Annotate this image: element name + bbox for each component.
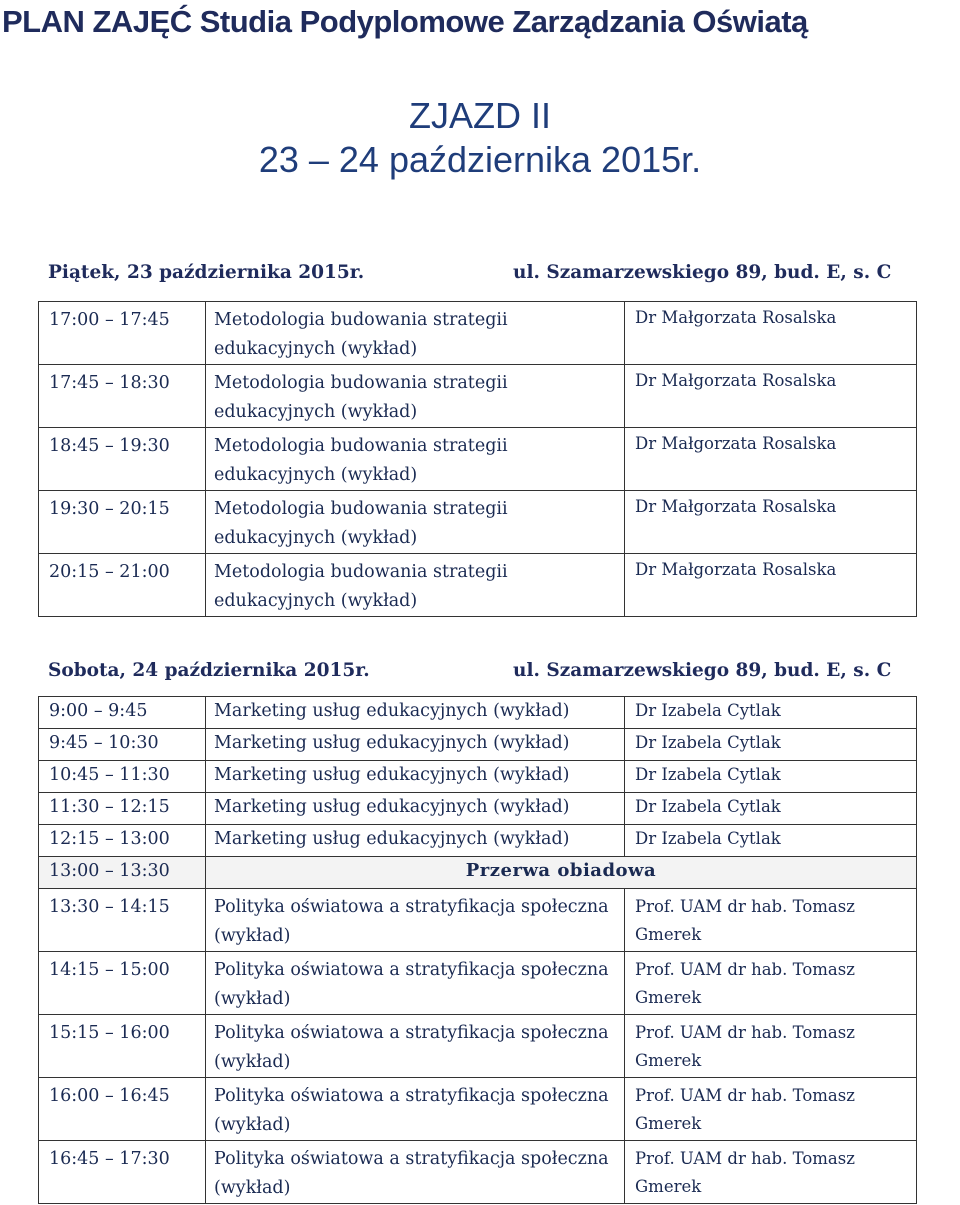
table-row-break [39, 857, 917, 889]
page-title: PLAN ZAJĘĆ Studia Podyplomowe Zarządzania Oświatą [2, 4, 808, 39]
time-cell: 20:15 – 21:00 [39, 554, 206, 617]
day-header-saturday [48, 660, 928, 690]
time-cell: 15:15 – 16:00 [39, 1015, 206, 1078]
lunch-break-cell: Przerwa obiadowa [206, 857, 917, 889]
table-row [39, 697, 917, 729]
lecturer-cell: Dr Małgorzata Rosalska [625, 365, 917, 428]
schedule-table-saturday [38, 696, 917, 1204]
topic-cell: Marketing usług edukacyjnych (wykład) [206, 697, 625, 729]
time-cell: 10:45 – 11:30 [39, 761, 206, 793]
time-cell: 19:30 – 20:15 [39, 491, 206, 554]
topic-cell: Polityka oświatowa a stratyfikacja społeczna (wykład) [206, 889, 625, 952]
topic-cell: Marketing usług edukacyjnych (wykład) [206, 729, 625, 761]
time-cell: 12:15 – 13:00 [39, 825, 206, 857]
table-row [39, 365, 917, 428]
topic-cell: Metodologia budowania strategii edukacyjnych (wykład) [206, 428, 625, 491]
topic-cell: Polityka oświatowa a stratyfikacja społeczna (wykład) [206, 1141, 625, 1204]
lecturer-cell: Dr Małgorzata Rosalska [625, 302, 917, 365]
topic-cell: Polityka oświatowa a stratyfikacja społeczna (wykład) [206, 1015, 625, 1078]
table-row [39, 1141, 917, 1204]
time-cell: 13:00 – 13:30 [39, 857, 206, 889]
lecturer-cell: Prof. UAM dr hab. Tomasz Gmerek [625, 1078, 917, 1141]
topic-cell: Metodologia budowania strategii edukacyjnych (wykład) [206, 491, 625, 554]
lecturer-cell: Dr Izabela Cytlak [625, 697, 917, 729]
lecturer-cell: Dr Małgorzata Rosalska [625, 554, 917, 617]
schedule-table-friday [38, 301, 917, 617]
time-cell: 13:30 – 14:15 [39, 889, 206, 952]
lecturer-cell: Dr Izabela Cytlak [625, 761, 917, 793]
time-cell: 17:45 – 18:30 [39, 365, 206, 428]
lecturer-cell: Prof. UAM dr hab. Tomasz Gmerek [625, 1015, 917, 1078]
lecturer-cell: Dr Małgorzata Rosalska [625, 491, 917, 554]
table-row [39, 889, 917, 952]
day-location: ul. Szamarzewskiego 89, bud. E, s. C [513, 262, 892, 283]
topic-cell: Polityka oświatowa a stratyfikacja społeczna (wykład) [206, 1078, 625, 1141]
time-cell: 16:00 – 16:45 [39, 1078, 206, 1141]
lecturer-cell: Prof. UAM dr hab. Tomasz Gmerek [625, 952, 917, 1015]
table-row [39, 952, 917, 1015]
lecturer-cell: Prof. UAM dr hab. Tomasz Gmerek [625, 889, 917, 952]
table-row [39, 302, 917, 365]
table-row [39, 428, 917, 491]
day-location: ul. Szamarzewskiego 89, bud. E, s. C [513, 660, 892, 681]
table-row [39, 491, 917, 554]
topic-cell: Marketing usług edukacyjnych (wykład) [206, 761, 625, 793]
lecturer-cell: Prof. UAM dr hab. Tomasz Gmerek [625, 1141, 917, 1204]
time-cell: 9:00 – 9:45 [39, 697, 206, 729]
day-date: Sobota, 24 października 2015r. [48, 660, 370, 681]
lecturer-cell: Dr Małgorzata Rosalska [625, 428, 917, 491]
topic-cell: Metodologia budowania strategii edukacyjnych (wykład) [206, 365, 625, 428]
lecturer-cell: Dr Izabela Cytlak [625, 825, 917, 857]
time-cell: 11:30 – 12:15 [39, 793, 206, 825]
table-row [39, 729, 917, 761]
time-cell: 17:00 – 17:45 [39, 302, 206, 365]
table-row [39, 825, 917, 857]
table-row [39, 1078, 917, 1141]
topic-cell: Metodologia budowania strategii edukacyjnych (wykład) [206, 554, 625, 617]
lecturer-cell: Dr Izabela Cytlak [625, 729, 917, 761]
table-row [39, 1015, 917, 1078]
time-cell: 18:45 – 19:30 [39, 428, 206, 491]
session-heading [0, 94, 960, 182]
session-number: ZJAZD II [409, 95, 551, 136]
topic-cell: Metodologia budowania strategii edukacyjnych (wykład) [206, 302, 625, 365]
time-cell: 9:45 – 10:30 [39, 729, 206, 761]
topic-cell: Marketing usług edukacyjnych (wykład) [206, 825, 625, 857]
table-row [39, 761, 917, 793]
day-header-friday [48, 262, 928, 292]
table-row [39, 554, 917, 617]
topic-cell: Polityka oświatowa a stratyfikacja społeczna (wykład) [206, 952, 625, 1015]
time-cell: 14:15 – 15:00 [39, 952, 206, 1015]
lecturer-cell: Dr Izabela Cytlak [625, 793, 917, 825]
topic-cell: Marketing usług edukacyjnych (wykład) [206, 793, 625, 825]
table-row [39, 793, 917, 825]
time-cell: 16:45 – 17:30 [39, 1141, 206, 1204]
session-dates: 23 – 24 października 2015r. [258, 139, 702, 180]
day-date: Piątek, 23 października 2015r. [48, 262, 365, 283]
